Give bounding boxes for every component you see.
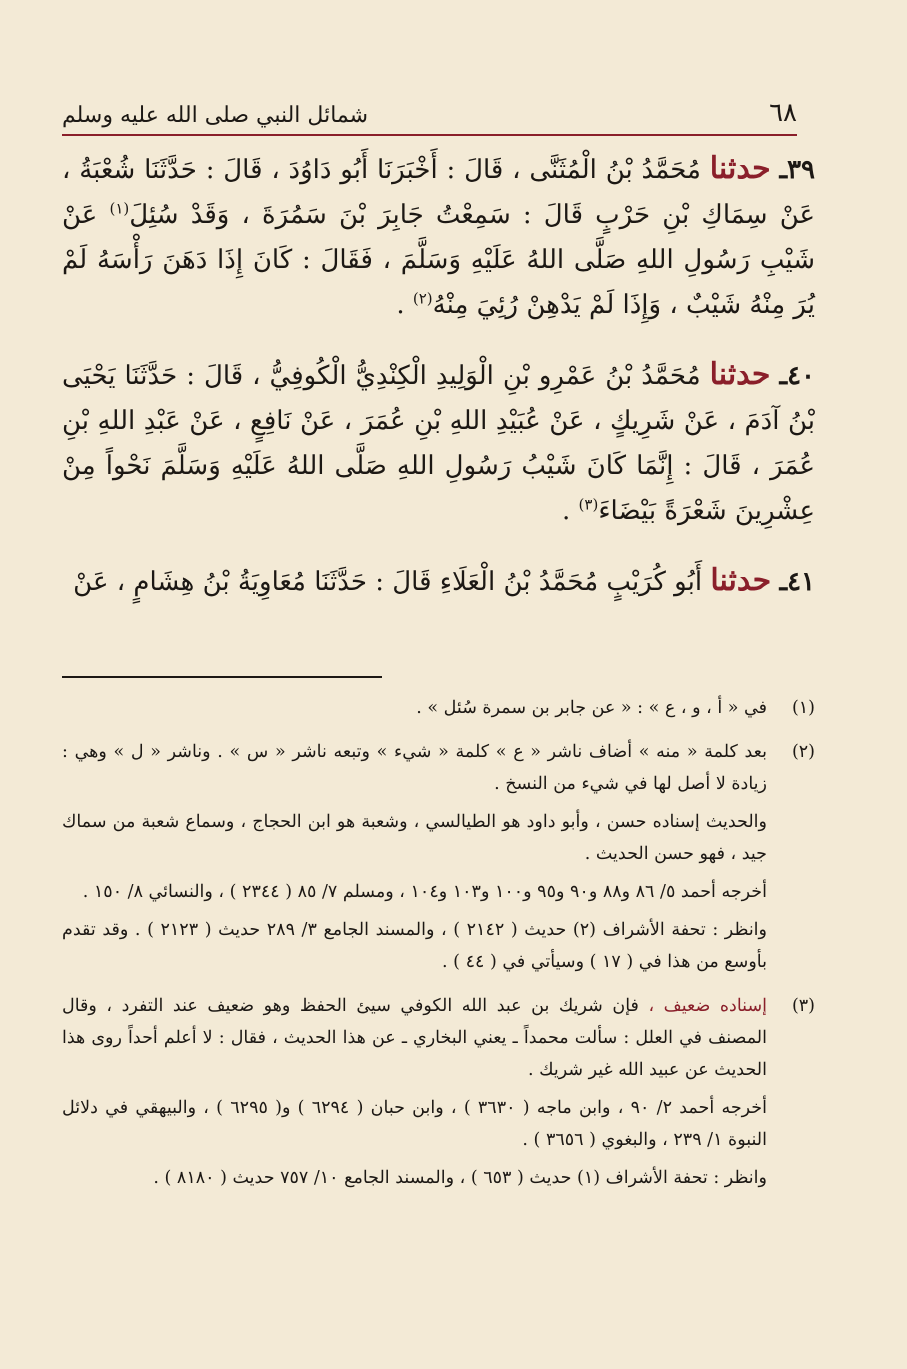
footnote-number: (٣) — [791, 996, 815, 1016]
footnote-3 — [62, 990, 815, 1200]
footnote-text: والحديث إسناده حسن ، وأبو داود هو الطيالسي ، وشعبة هو ابن الحجاج ، وسماع شعبة من سماك جيد ، فهو حسن الحديث . — [62, 812, 767, 864]
footnote-lead: إسناده ضعيف ، — [648, 996, 767, 1016]
footnote-ref: (٣) — [578, 495, 599, 514]
hadith-number: ٤١ـ — [779, 567, 815, 597]
page-number: ٦٨ — [769, 98, 797, 128]
hadith-end: . — [562, 496, 579, 526]
hadith-text: أَبُو كُرَيْبٍ مُحَمَّدُ بْنُ الْعَلَاءِ قَالَ : حَدَّثَنَا مُعَاوِيَةُ بْنُ هِشَامٍ ، عَنْ — [73, 567, 703, 597]
hadith-text-continued: عَنْ شَيْبِ رَسُولِ اللهِ صَلَّى اللهُ عَلَيْهِ وَسَلَّمَ ، فَقَالَ : كَانَ إِذَا دَهَنَ رَأْسَهُ لَمْ يُرَ مِنْهُ شَيْبٌ ، وَإِذَا لَمْ يَدْهِنْ رُئِيَ مِنْهُ — [62, 200, 815, 320]
haddathana-keyword: حدثنا — [710, 563, 772, 598]
hadith-39 — [62, 146, 815, 328]
footnote-ref: (٢) — [412, 289, 433, 308]
hadith-number: ٣٩ـ — [779, 155, 816, 185]
hadith-text: مُحَمَّدُ بْنُ الْمُثَنَّى ، قَالَ : أَخْبَرَنَا أَبُو دَاوُدَ ، قَالَ : حَدَّثَنَا شُعْبَةُ ، عَنْ سِمَاكِ بْنِ حَرْبٍ قَالَ : سَمِعْتُ جَابِرَ بْنَ سَمُرَةَ ، وَقَدْ سُئِلَ — [62, 155, 816, 230]
footnote-text: أخرجه أحمد ٥/ ٨٦ و٨٨ و٩٠ و٩٥ و١٠٠ و١٠٣ و١٠٤ ، ومسلم ٧/ ٨٥ ( ٢٣٤٤ ) ، والنسائي ٨/ ١٥٠ . — [82, 882, 767, 902]
hadith-text: مُحَمَّدُ بْنُ عَمْرِو بْنِ الْوَلِيدِ الْكِنْدِيُّ الْكُوفِيُّ ، قَالَ : حَدَّثَنَا يَحْيَى بْنُ آدَمَ ، عَنْ شَرِيكٍ ، عَنْ عُبَيْدِ اللهِ بْنِ عُمَرَ ، عَنْ نَافِعٍ ، عَنْ عَبْدِ اللهِ بْنِ عُمَرَ ، قَالَ : إِنَّمَا كَانَ شَيْبُ رَسُولِ اللهِ صَلَّى اللهُ عَلَيْهِ وَسَلَّمَ نَحْواً مِنْ عِشْرِينَ شَعْرَةً بَيْضَاءَ — [62, 361, 815, 526]
footnote-text: وانظر : تحفة الأشراف (١) حديث ( ٦٥٣ ) ، والمسند الجامع ١٠/ ٧٥٧ حديث ( ٨١٨٠ ) . — [153, 1168, 767, 1188]
hadith-40 — [62, 352, 815, 534]
haddathana-keyword: حدثنا — [709, 151, 771, 186]
footnote-text: وانظر : تحفة الأشراف (٢) حديث ( ٢١٤٢ ) ، والمسند الجامع ٣/ ٢٨٩ حديث ( ٢١٢٣ ) . وقد تقدم بأوسع من هذا في ( ١٧ ) وسيأتي في ( ٤٤ ) . — [62, 920, 767, 972]
footnote-2 — [62, 736, 815, 984]
hadith-number: ٤٠ـ — [779, 361, 816, 391]
footnote-1 — [62, 692, 815, 730]
hadith-end: . — [396, 290, 413, 320]
footnote-divider — [62, 676, 382, 678]
footnote-ref: (١) — [109, 199, 130, 218]
running-title: شمائل النبي صلى الله عليه وسلم — [62, 103, 369, 128]
footnotes — [62, 692, 815, 1206]
footnote-text: أخرجه أحمد ٢/ ٩٠ ، وابن ماجه ( ٣٦٣٠ ) ، وابن حبان ( ٦٢٩٤ ) و( ٦٢٩٥ ) ، والبيهقي في دلائل النبوة ١/ ٢٣٩ ، والبغوي ( ٣٦٥٦ ) . — [62, 1098, 767, 1150]
footnote-number: (٢) — [791, 742, 815, 762]
footnote-text: في « أ ، و ، ع » : « عن جابر بن سمرة سُئل » . — [416, 698, 767, 718]
main-text — [62, 146, 815, 629]
haddathana-keyword: حدثنا — [709, 357, 771, 392]
footnote-text: فإن شريك بن عبد الله الكوفي سيئ الحفظ وهو ضعيف عند التفرد ، وقال المصنف في العلل : سألت محمداً ـ يعني البخاري ـ عن هذا الحديث ، فقال : لا أعلم أحداً روى هذا الحديث عن عبيد الله غير شريك . — [62, 996, 767, 1080]
footnote-text: بعد كلمة « منه » أضاف ناشر « ع » كلمة « شيء » وتبعه ناشر « س » . وناشر « ل » وهي : زيادة لا أصل لها في شيء من النسخ . — [62, 742, 767, 794]
hadith-41 — [62, 558, 815, 605]
page-header — [62, 88, 797, 136]
footnote-number: (١) — [791, 698, 815, 718]
